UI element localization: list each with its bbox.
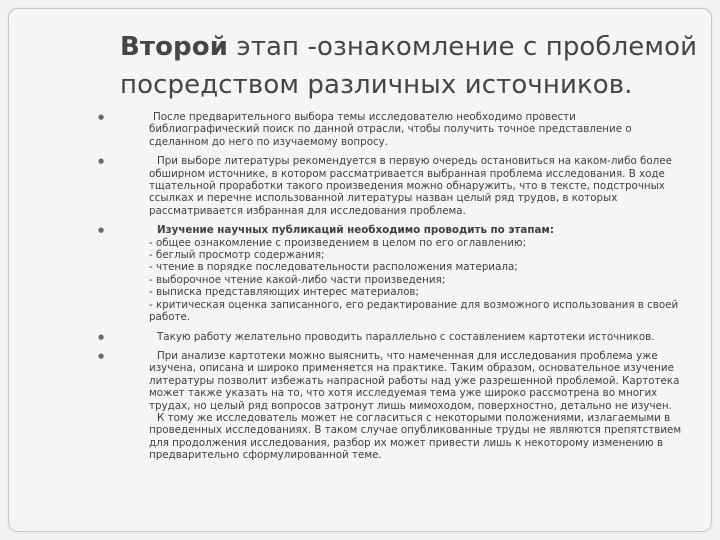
stage-line: - выписка представляющих интерес материалов;	[149, 286, 419, 299]
text-line: для продолжения исследования, разбор их может привести лишь к некоторому изменению в	[149, 436, 664, 449]
text-line: может также указать на то, что хотя исследуемая тема уже широко рассмотрена во многих	[149, 387, 658, 400]
title-line2: посредством различных источников.	[120, 70, 633, 100]
stage-line: - чтение в порядке последовательности расположения материала;	[149, 261, 518, 274]
bullet-item-2	[98, 155, 698, 217]
slide-content	[98, 111, 698, 469]
text-line: тщательной проработки такого произведения можно обнаружить, что в тексте, подстрочных	[149, 180, 665, 193]
title-line1-rest: этап -ознакомление с проблемой	[228, 32, 698, 62]
stage-line: - беглый просмотр содержания;	[149, 249, 325, 262]
text-line: трудах, но целый ряд вопросов затронут лишь мимоходом, поверхностно, детально не изучен.	[149, 399, 672, 412]
text-line: При выборе литературы рекомендуется в первую очередь остановиться на каком-либо более	[157, 155, 672, 168]
text-line: ссылках и перечне использованной литературы назван целый ряд трудов, в которых	[149, 192, 618, 205]
text-line: обширном источнике, в котором рассматривается выбранная проблема исследования. В ходе	[149, 167, 665, 180]
bullet-marker-icon: ●	[98, 332, 105, 341]
bullet-marker-icon: ●	[98, 226, 105, 235]
slide-title	[120, 28, 700, 104]
text-line: библиографический поиск по данной отрасли, чтобы получить точное представление о	[149, 123, 632, 136]
stage-line: работе.	[149, 311, 191, 324]
bullet-item-1	[98, 111, 698, 148]
text-line: сделанном до него по изучаемому вопросу.	[149, 135, 389, 148]
text-line: К тому же исследователь может не согласиться с некоторыми положениями, излагаемыми в	[157, 411, 671, 424]
text-line: После предварительного выбора темы исследователю необходимо провести	[153, 111, 576, 123]
stage-line: - выборочное чтение какой-либо части произведения;	[149, 273, 446, 286]
text-line: предварительно сформулированной теме.	[149, 449, 382, 462]
text-line: рассматривается избранная для исследования проблема.	[149, 204, 466, 217]
bullet-item-5	[98, 349, 698, 462]
bullet-paragraph	[149, 331, 698, 343]
bullet-marker-icon: ●	[98, 113, 105, 121]
bullet-item-3	[98, 224, 698, 324]
text-line: При анализе картотеки можно выяснить, что намеченная для исследования проблема уже	[157, 349, 658, 362]
bullet-paragraph	[149, 224, 698, 323]
bullet-paragraph	[149, 350, 698, 462]
stages-heading: Изучение научных публикаций необходимо проводить по этапам:	[157, 224, 554, 237]
text-line: литературы позволит избежать напрасной работы над уже разрешенной проблемой. Картотека	[149, 374, 680, 387]
text-line: проведенных исследованиях. В таком случае опубликованные труды не являются препятствием	[149, 424, 682, 437]
stage-line: - общее ознакомление с произведением в целом по его оглавлению;	[149, 236, 527, 249]
bullet-item-4	[98, 330, 698, 343]
bullet-paragraph	[149, 111, 698, 148]
bullet-paragraph	[149, 155, 698, 217]
bullet-marker-icon: ●	[98, 351, 105, 360]
bullet-marker-icon: ●	[98, 157, 105, 166]
text-line: изучена, описана и широко применяется на практике. Таким образом, основательное изучение	[149, 362, 674, 375]
text-line: Такую работу желательно проводить параллельно с составлением картотеки источников.	[157, 330, 655, 343]
stage-line: - критическая оценка записанного, его редактирование для возможного использования в своей	[149, 298, 679, 311]
title-bold-word: Второй	[120, 32, 229, 62]
